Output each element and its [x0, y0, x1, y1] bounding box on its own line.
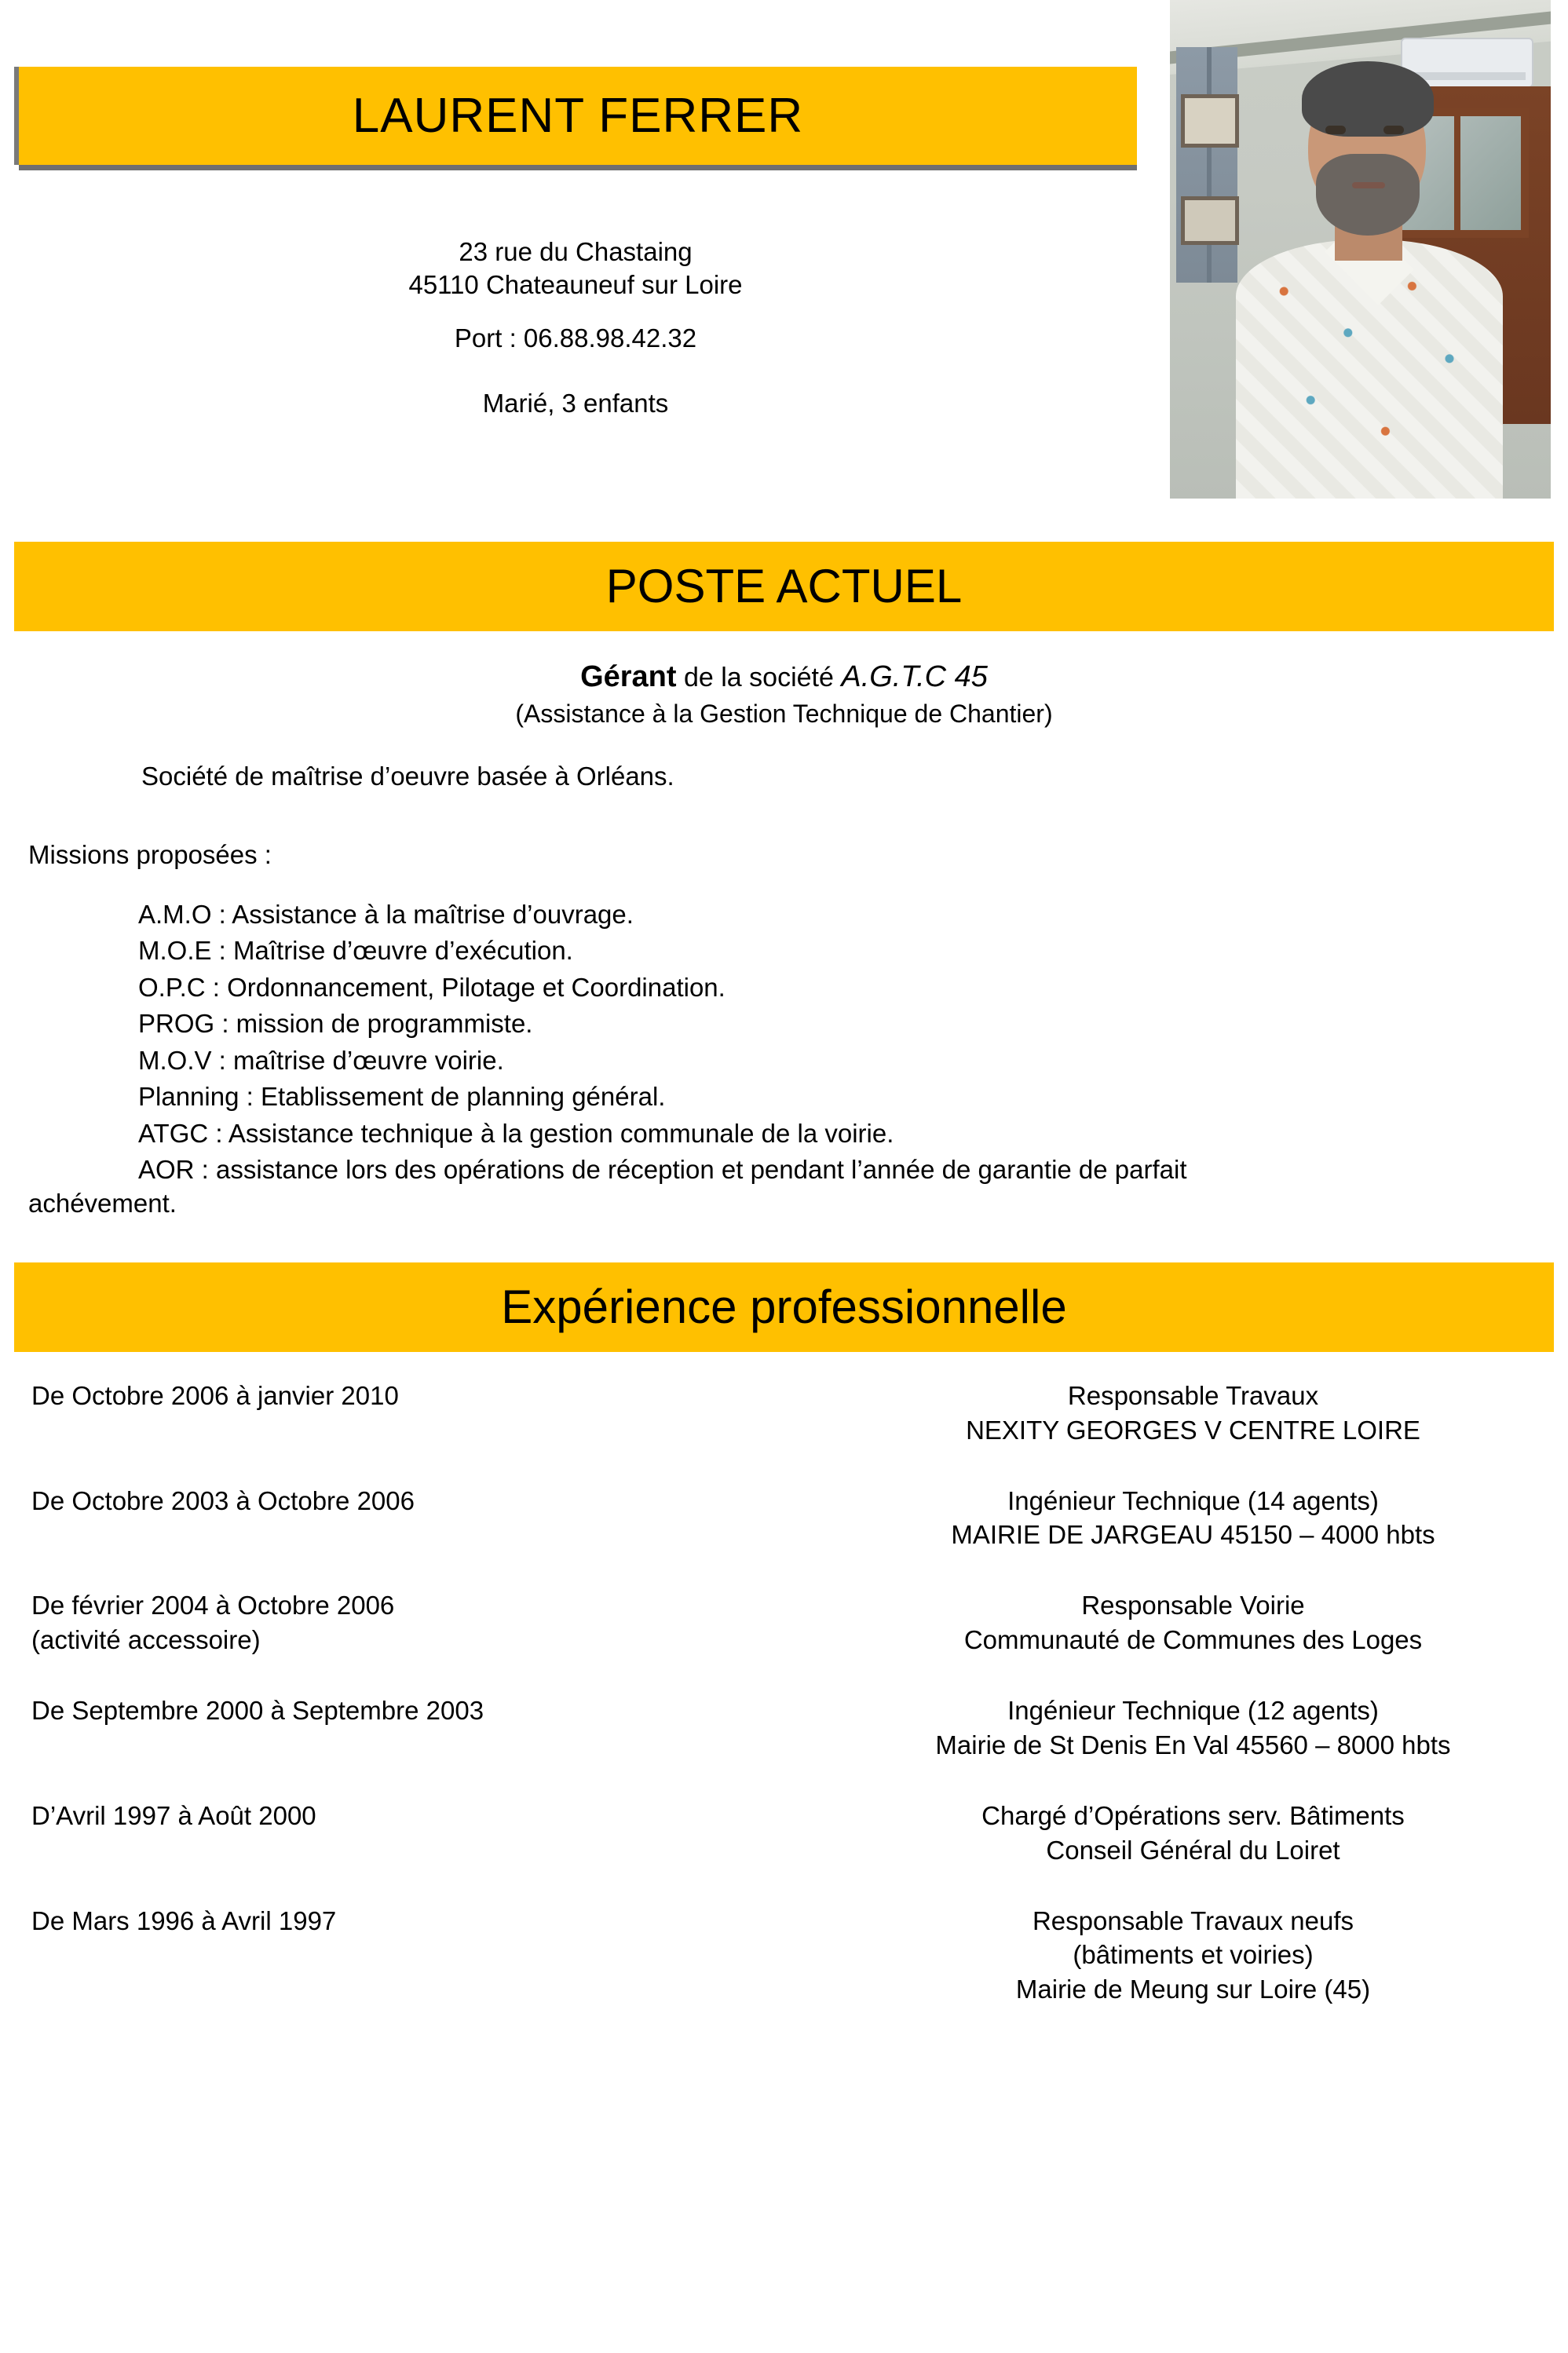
- poste-actuel-body: [0, 631, 1568, 1219]
- phone-number: Port : 06.88.98.42.32: [454, 323, 697, 353]
- experience-table: [14, 1379, 1554, 2043]
- experience-role: Responsable Travaux: [1067, 1380, 1319, 1410]
- experience-org: Mairie de Meung sur Loire (45): [1015, 1975, 1371, 2004]
- table-row: [14, 1588, 1554, 1694]
- experience-role: Responsable Voirie: [1081, 1591, 1305, 1620]
- table-row: [14, 1799, 1554, 1904]
- photo-picture-frame: [1181, 196, 1239, 245]
- role-title: Gérant: [580, 660, 677, 693]
- mission-item: O.P.C : Ordonnancement, Pilotage et Coordination.: [138, 972, 726, 1002]
- photo-person-beard: [1316, 154, 1420, 236]
- section-banner-poste-actuel: [14, 542, 1554, 631]
- mission-item: A.M.O : Assistance à la maîtrise d’ouvrage.: [138, 899, 634, 929]
- mission-item: ATGC : Assistance technique à la gestion communale de la voirie.: [138, 1118, 894, 1148]
- experience-org: Mairie de St Denis En Val 45560 – 8000 hbts: [935, 1730, 1451, 1759]
- family-status: Marié, 3 enfants: [482, 388, 669, 418]
- mission-item-continuation: achévement.: [28, 1188, 177, 1218]
- contact-block: [14, 236, 1137, 420]
- experience-role: Ingénieur Technique (14 agents): [1007, 1485, 1379, 1515]
- experience-period: De Octobre 2006 à janvier 2010: [31, 1380, 399, 1410]
- experience-role-cell: [832, 1904, 1554, 2044]
- mission-item: Planning : Etablissement de planning général.: [138, 1082, 666, 1112]
- header-zone: [0, 0, 1568, 542]
- name-banner: [14, 67, 1137, 165]
- portrait-photo: [1170, 0, 1551, 499]
- experience-role: Responsable Travaux neufs (bâtiments et voiries): [1032, 1905, 1354, 1970]
- experience-role: Chargé d’Opérations serv. Bâtiments: [981, 1800, 1405, 1830]
- experience-role-cell: [832, 1694, 1554, 1799]
- experience-org: Conseil Général du Loiret: [1046, 1835, 1340, 1865]
- experience-role: Ingénieur Technique (12 agents): [1007, 1696, 1379, 1725]
- experience-role-cell: [832, 1799, 1554, 1904]
- photo-window: [1176, 47, 1237, 283]
- table-row: [14, 1694, 1554, 1799]
- missions-label: Missions proposées :: [28, 839, 272, 869]
- company-name: A.G.T.C 45: [841, 660, 988, 693]
- company-description: Société de maîtrise d’oeuvre basée à Orléans.: [141, 761, 674, 791]
- mission-item: M.O.V : maîtrise d’œuvre voirie.: [138, 1045, 504, 1075]
- experience-role-cell: [832, 1379, 1554, 1484]
- experience-role-cell: [832, 1484, 1554, 1589]
- photo-picture-frame: [1181, 94, 1239, 148]
- table-row: [14, 1379, 1554, 1484]
- address-line-2: 45110 Chateauneuf sur Loire: [408, 270, 743, 300]
- company-full-name: (Assistance à la Gestion Technique de Chantier): [515, 699, 1053, 728]
- table-row: [14, 1904, 1554, 2044]
- role-connector: de la société: [676, 663, 842, 692]
- experience-period: De Octobre 2003 à Octobre 2006: [31, 1485, 415, 1515]
- experience-period: De Septembre 2000 à Septembre 2003: [31, 1696, 484, 1725]
- experience-period: De février 2004 à Octobre 2006 (activité accessoire): [31, 1591, 395, 1655]
- experience-role-cell: [832, 1588, 1554, 1694]
- mission-item: AOR : assistance lors des opérations de réception et pendant l’année de garantie de parfait: [138, 1155, 1187, 1185]
- section-title: Expérience professionnelle: [501, 1280, 1067, 1333]
- experience-org: Communauté de Communes des Loges: [963, 1625, 1423, 1655]
- section-title: POSTE ACTUEL: [605, 560, 963, 612]
- experience-period: De Mars 1996 à Avril 1997: [31, 1905, 337, 1935]
- missions-list: [138, 897, 1568, 1189]
- photo-person-eye: [1325, 126, 1346, 134]
- table-row: [14, 1484, 1554, 1589]
- experience-org: NEXITY GEORGES V CENTRE LOIRE: [966, 1415, 1420, 1445]
- photo-person-eye: [1383, 126, 1404, 134]
- section-banner-experience: [14, 1262, 1554, 1352]
- experience-period: D’Avril 1997 à Août 2000: [31, 1800, 316, 1830]
- current-role-line: [0, 658, 1568, 696]
- page-title: LAURENT FERRER: [352, 88, 804, 143]
- address-line-1: 23 rue du Chastaing: [459, 237, 693, 266]
- photo-person-hair: [1302, 61, 1434, 137]
- photo-person-mouth: [1352, 182, 1385, 188]
- mission-item: M.O.E : Maîtrise d’œuvre d’exécution.: [138, 936, 573, 966]
- mission-item: PROG : mission de programmiste.: [138, 1009, 533, 1039]
- experience-org: MAIRIE DE JARGEAU 45150 – 4000 hbts: [951, 1520, 1435, 1550]
